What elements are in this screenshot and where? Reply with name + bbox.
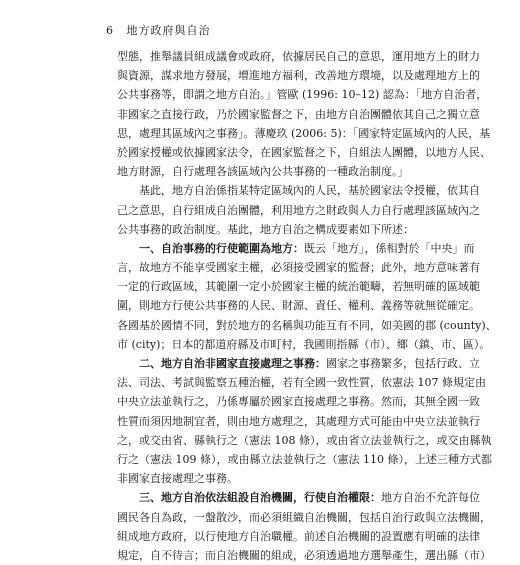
line-text: 行之（憲法 109 條），或由縣立法並執行之（憲法 110 條），上述三種方式都: [117, 452, 492, 466]
line-text: 與資源，謀求地方發展，增進地方福利，改善地方環境，以及處理地方上的: [117, 69, 480, 83]
running-header: [106, 22, 211, 38]
text-line: [117, 412, 480, 431]
text-line: [117, 296, 480, 315]
text-line: [117, 488, 480, 507]
text-line: [117, 392, 480, 411]
text-line: [117, 258, 480, 277]
text-line: [117, 181, 480, 200]
line-text: 非國家直接處理之事務。: [117, 472, 238, 486]
text-line: [117, 354, 480, 373]
line-text: 一定的行政區域，其範圍一定小於國家主權的統治範疇，若無明確的區域範: [117, 280, 480, 294]
line-text: 國民各自為政，一盤散沙，而必須組織自治機關，包括自治行政與立法機關，: [117, 510, 491, 524]
text-line: [117, 162, 429, 181]
text-line: [117, 220, 429, 239]
line-text: 中央立法並執行之，乃係專屬於國家直接處理之事務。然而，其無全國一致: [117, 395, 480, 409]
line-text: 公共事務的政治制度。基此，地方自治之構成要素如下所述：: [117, 222, 414, 236]
line-text: 市 (city)；日本的都道府縣及市町村，我國則指縣（市）、鄉（鎮、市、區）。: [117, 337, 491, 351]
line-text: 圍，則地方行使公共事務的人民、財源、責任、權利、義務等就無從確定。: [117, 299, 480, 313]
text-line: [117, 508, 491, 527]
text-line: [117, 105, 480, 124]
line-text: 既云「地方」，係相對於「中央」而: [304, 241, 475, 255]
text-line: [117, 201, 480, 220]
line-text: 規定，自不待言；而自治機關的組成，必須透過地方選舉產生，選出縣（市）: [117, 548, 491, 562]
text-line: [117, 546, 491, 565]
text-line: [117, 124, 491, 143]
line-text: 思，處理其區域內之事務」。薄慶玖 (2006: 5)：「國家特定區域內的人民，基: [117, 126, 491, 140]
text-line: [117, 316, 497, 335]
text-line: [117, 450, 492, 469]
line-text: 地方自治不允許每位: [381, 491, 480, 505]
text-line: [117, 277, 480, 296]
line-text: 公共事務等，即謂之地方自治。」管歐 (1996: 10–12) 認為：「地方自治者，: [117, 88, 488, 102]
line-text: 地方財源，自行處理各該區域內公共事務的一種政治制度。」: [117, 165, 409, 179]
text-line: [117, 239, 475, 258]
text-line: [117, 335, 491, 354]
body-text: [117, 47, 497, 565]
line-text: 型態，推舉議員組成議會或政府，依據居民自己的意思，運用地方上的財力: [117, 50, 480, 63]
line-text: 法、司法、考試與監察五種治權，若有全國一致性質，依憲法 107 條規定由: [117, 376, 486, 390]
line-text: 性質而須因地制宜者，則由地方處理之，其處理方式可能由中央立法並執行: [117, 414, 480, 428]
line-text: 己之意思，自行組成自治團體，利用地方之財政與人力自行處理該區域內之: [117, 203, 480, 217]
running-title: 地方政府與自治: [126, 24, 211, 37]
text-line: [117, 85, 488, 104]
text-line: [117, 373, 486, 392]
text-line: [117, 143, 491, 162]
page-number: 6: [106, 24, 114, 37]
text-line: [117, 527, 480, 546]
line-text: 基此，地方自治係指某特定區域內的人民，基於國家法令授權，依其自: [139, 184, 480, 198]
line-text: 於國家授權或依據國家法令，在國家監督之下，自組法人團體，以地方人民、: [117, 145, 491, 159]
line-text: 非國家之直接行政，乃於國家監督之下，由地方自治團體依其自己之獨立意: [117, 107, 480, 121]
text-line: [117, 431, 492, 450]
line-text: 國家之事務繁多，包括行政、立: [326, 357, 480, 370]
line-text: 言，故地方不能享受國家主權，必須接受國家的監督；此外，地方意味著有: [117, 261, 480, 275]
point-heading: 二、地方自治非國家直接處理之事務：: [139, 357, 326, 370]
point-heading: 一、自治事務的行使範圍為地方：: [139, 241, 304, 255]
text-line: [117, 47, 480, 66]
point-heading: 三、地方自治依法組設自治機關，行使自治權限：: [139, 491, 381, 505]
line-text: 各國基於國情不同，對於地方的名稱與功能互有不同，如美國的郡 (county)、: [117, 318, 497, 332]
line-text: 組成地方政府，以行使地方自治職權。前述自治機關的設置應有明確的法律: [117, 529, 480, 543]
text-line: [117, 66, 480, 85]
line-text: 之，或交由省、縣執行之（憲法 108 條），或由省立法並執行之，或交由縣執: [117, 433, 492, 447]
text-line: [117, 469, 429, 488]
